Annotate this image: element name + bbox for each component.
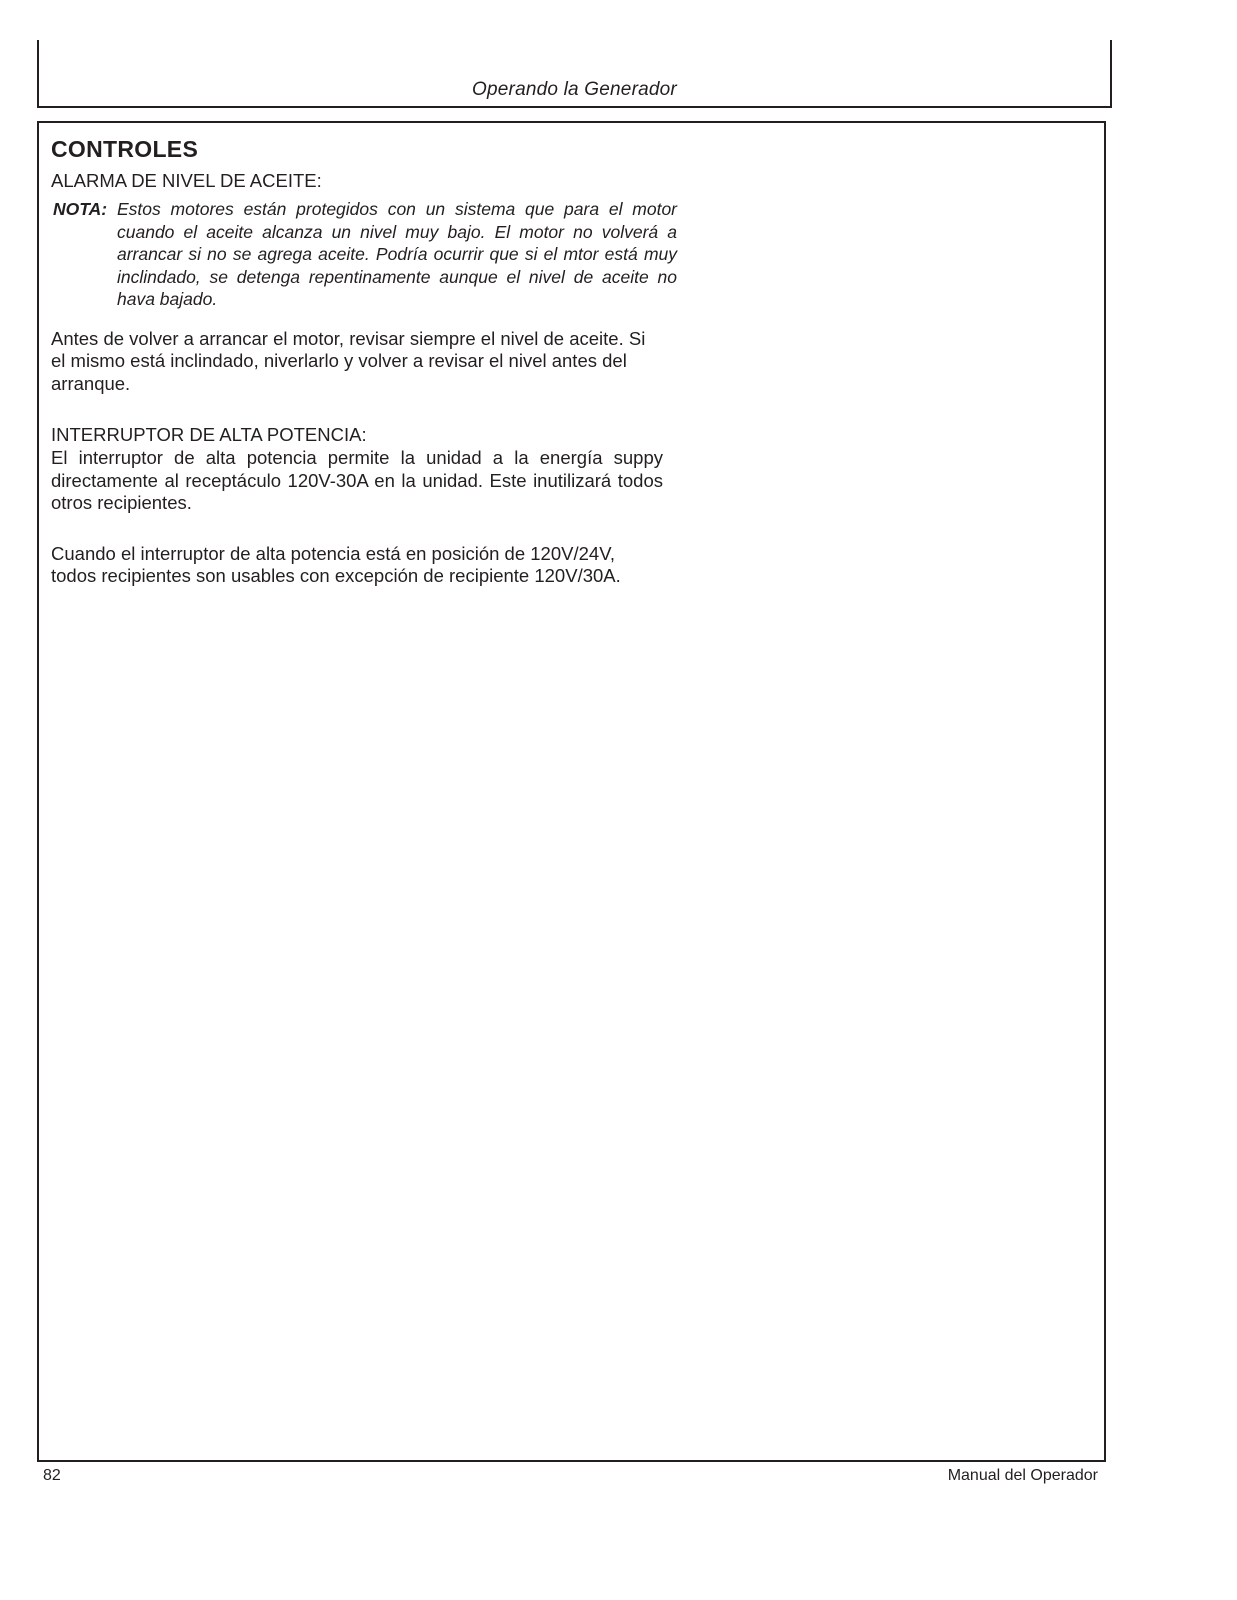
manual-title: Manual del Operador bbox=[947, 1467, 1098, 1484]
note-block bbox=[51, 198, 677, 311]
note-label: NOTA: bbox=[53, 199, 108, 219]
oil-alarm-heading: ALARMA DE NIVEL DE ACEITE: bbox=[51, 170, 322, 191]
section-title: CONTROLES bbox=[51, 136, 199, 162]
header-title: Operando la Generador bbox=[472, 79, 677, 100]
oil-alarm-paragraph: Antes de volver a arrancar el motor, revisar siempre el nivel de aceite. Si el mismo está inclindado, niverlarlo y volver a revisar el nivel antes del arranque. bbox=[51, 327, 646, 394]
content-column bbox=[51, 131, 677, 588]
power-switch-heading: INTERRUPTOR DE ALTA POTENCIA: bbox=[51, 424, 367, 445]
page-number: 82 bbox=[43, 1467, 61, 1484]
note-text: Estos motores están protegidos con un sistema que para el motor cuando el aceite alcanza un nivel muy bajo. El motor no volverá a arrancar si no se agrega aceite. Podría ocurrir que si el mtor está muy inclindado, se detenga repentinamente aunque el nivel de aceite no hava bajado. bbox=[117, 199, 677, 309]
power-switch-paragraph-2: Cuando el interruptor de alta potencia está en posición de 120V/24V, todos recipientes son usables con excepción de recipiente 120V/30A. bbox=[51, 542, 621, 586]
content-frame bbox=[37, 121, 1106, 1462]
power-switch-paragraph-1: El interruptor de alta potencia permite la unidad a la energía suppy directamente al receptáculo 120V-30A en la unidad. Este inutilizará todos otros recipientes. bbox=[51, 447, 663, 513]
page-header bbox=[37, 40, 1112, 108]
